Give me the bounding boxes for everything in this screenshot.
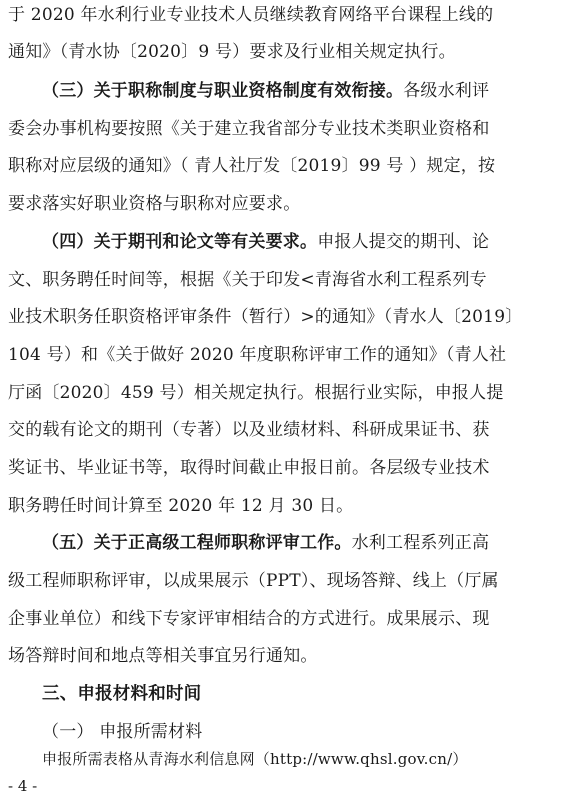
text-line: 奖证书、毕业证书等，取得时间截止申报日前。各层级专业技术 (8, 458, 490, 478)
text-line: 厅函〔2020〕459 号）相关规定执行。根据行业实际，申报人提 (8, 383, 504, 403)
text-line: 通知》（青水协〔2020〕9 号）要求及行业相关规定执行。 (8, 42, 456, 62)
text-line: 要求落实好职业资格与职称对应要求。 (8, 194, 301, 214)
section-heading-4: （四）关于期刊和论文等有关要求。申报人提交的期刊、论 (42, 232, 490, 252)
text-line: 业技术职务任职资格评审条件（暂行）>的通知》（青水人〔2019〕 (8, 307, 523, 327)
text-line: 文、职务聘任时间等，根据《关于印发<青海省水利工程系列专 (8, 270, 487, 290)
subsection-heading: （一） 申报所需材料 (42, 722, 203, 742)
page-number: - 4 - (8, 777, 38, 795)
text-line: 级工程师职称评审，以成果展示（PPT）、现场答辩、线上（厅属 (8, 571, 499, 591)
text-line: 申报所需表格从青海水利信息网（http://www.qhsl.gov.cn/） (42, 750, 468, 768)
text-line: 职称对应层级的通知》（ 青人社厅发〔2019〕99 号 ）规定，按 (8, 156, 496, 176)
text-line: 于 2020 年水利行业专业技术人员继续教育网络平台课程上线的 (8, 5, 494, 25)
text-line: 场答辩时间和地点等相关事宜另行通知。 (8, 646, 318, 666)
chapter-heading: 三、申报材料和时间 (42, 684, 202, 704)
text-line: 企事业单位）和线下专家评审相结合的方式进行。成果展示、现 (8, 609, 490, 629)
section-heading-5: （五）关于正高级工程师职称评审工作。水利工程系列正高 (42, 533, 490, 553)
section-heading-3: （三）关于职称制度与职业资格制度有效衔接。各级水利评 (42, 81, 490, 101)
text-line: 委会办事机构要按照《关于建立我省部分专业技术类职业资格和 (8, 119, 490, 139)
text-line: 职务聘任时间计算至 2020 年 12 月 30 日。 (8, 496, 354, 516)
text-line: 104 号）和《关于做好 2020 年度职称评审工作的通知》（青人社 (8, 345, 507, 365)
text-line: 交的载有论文的期刊（专著）以及业绩材料、科研成果证书、获 (8, 420, 490, 440)
